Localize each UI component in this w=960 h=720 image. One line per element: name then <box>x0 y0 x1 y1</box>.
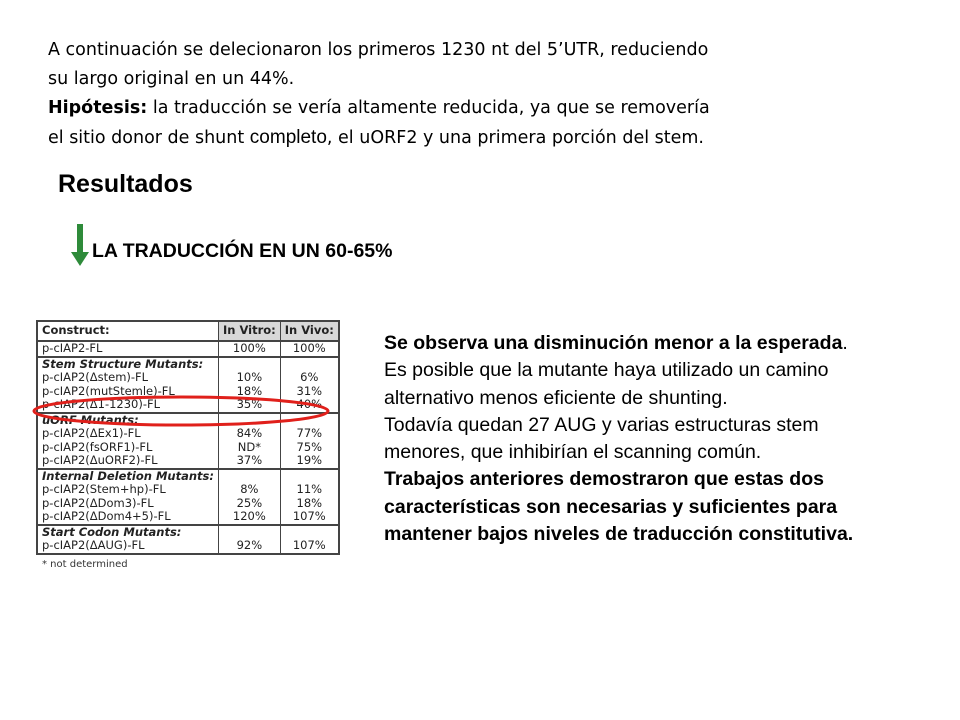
table-group-row <box>37 525 339 540</box>
in-vitro-cell: 100% <box>218 341 280 357</box>
in-vitro-cell <box>218 357 280 372</box>
in-vivo-cell: 100% <box>280 341 339 357</box>
table-group-row <box>37 357 339 372</box>
construct-cell: p-cIAP2(mutStemle)-FL <box>42 383 175 398</box>
table-row <box>37 385 339 399</box>
in-vivo-cell <box>280 413 339 428</box>
intro-line-3 <box>48 94 808 123</box>
construct-cell: p-cIAP2(fsORF1)-FL <box>42 439 153 454</box>
construct-cell: p-cIAP2(Δ1-1230)-FL <box>42 397 161 411</box>
in-vivo-cell <box>280 525 339 540</box>
table-row <box>37 441 339 455</box>
in-vivo-cell <box>280 357 339 372</box>
hypothesis-text: la traducción se vería altamente reducida, ya que se removería <box>147 98 710 118</box>
construct-cell: p-cIAP2(ΔEx1)-FL <box>42 426 141 440</box>
table-row <box>37 497 339 511</box>
group-name: Start Codon Mutants: <box>37 525 218 540</box>
header-construct: Construct: <box>37 321 218 341</box>
in-vitro-cell: 10% <box>218 371 280 385</box>
in-vitro-cell: 8% <box>218 483 280 497</box>
table-row <box>37 371 339 385</box>
explanation-p1-end: . <box>842 332 848 354</box>
in-vivo-cell: 11% <box>280 483 339 497</box>
table-row <box>37 510 339 525</box>
in-vivo-cell: 19% <box>280 454 339 469</box>
in-vivo-cell: 77% <box>280 427 339 441</box>
construct-table-figure <box>36 320 334 570</box>
table-footnote: * not determined <box>42 558 128 570</box>
table-group-row <box>37 413 339 428</box>
header-in-vivo: In Vivo: <box>280 321 339 341</box>
hypothesis-label: Hipótesis: <box>48 98 148 118</box>
table-row <box>37 427 339 441</box>
results-heading: Resultados <box>58 170 193 198</box>
in-vitro-cell <box>218 413 280 428</box>
in-vivo-cell: 75% <box>280 441 339 455</box>
explanation-p4 <box>384 466 884 548</box>
in-vivo-cell: 6% <box>280 371 339 385</box>
table-row <box>37 483 339 497</box>
in-vitro-cell: 84% <box>218 427 280 441</box>
intro-paragraph <box>48 36 808 153</box>
in-vitro-cell: 35% <box>218 398 280 413</box>
in-vitro-cell <box>218 469 280 484</box>
construct-cell: p-cIAP2(ΔDom3)-FL <box>42 495 154 510</box>
explanation-p1-bold: Se observa una disminución menor a la esperada <box>384 332 843 354</box>
table-row <box>37 398 339 413</box>
intro-line-4-start: el sitio donor de shunt <box>48 128 250 148</box>
explanation-p4-bold: Trabajos anteriores demostraron que estas dos características son necesarias y suficientes para mantener bajos niveles de traducción constitutiva. <box>384 468 854 546</box>
intro-line-4-end: , el uORF2 y una primera porción del stem. <box>326 128 704 148</box>
construct-cell: p-cIAP2(Stem+hp)-FL <box>42 482 166 496</box>
explanation-p3: Todavía quedan 27 AUG y varias estructuras stem menores, que inhibirían el scanning común. <box>384 413 819 464</box>
group-name: Internal Deletion Mutants: <box>37 469 218 484</box>
in-vitro-cell: 120% <box>218 510 280 525</box>
table-row <box>37 539 339 554</box>
group-name: Stem Structure Mutants: <box>37 357 218 372</box>
construct-cell: p-cIAP2(ΔuORF2)-FL <box>42 453 158 467</box>
in-vivo-cell: 107% <box>280 510 339 525</box>
header-in-vitro: In Vitro: <box>218 321 280 341</box>
in-vitro-cell: 92% <box>218 539 280 554</box>
group-name: uORF Mutants: <box>37 413 218 428</box>
results-explanation <box>384 330 884 548</box>
intro-line-4-word: completo <box>249 127 327 148</box>
in-vivo-cell <box>280 469 339 484</box>
intro-line-2: su largo original en un 44%. <box>48 69 295 89</box>
in-vivo-cell: 40% <box>280 398 339 413</box>
down-arrow-icon <box>70 224 90 266</box>
intro-line-1: A continuación se delecionaron los primeros 1230 nt del 5’UTR, reduciendo <box>48 40 709 60</box>
in-vitro-cell <box>218 525 280 540</box>
construct-cell: p-cIAP2-FL <box>42 341 103 355</box>
in-vitro-cell: 25% <box>218 497 280 511</box>
in-vivo-cell: 31% <box>280 385 339 399</box>
construct-cell: p-cIAP2(ΔAUG)-FL <box>42 538 145 552</box>
construct-table <box>36 320 340 555</box>
construct-cell: p-cIAP2(ΔDom4+5)-FL <box>42 509 171 523</box>
in-vitro-cell: ND* <box>218 441 280 455</box>
explanation-p2: Es posible que la mutante haya utilizado un camino alternativo menos eficiente de shunting. <box>384 359 829 409</box>
in-vitro-cell: 37% <box>218 454 280 469</box>
translation-decrease-label: LA TRADUCCIÓN EN UN 60-65% <box>92 240 393 262</box>
intro-line-4 <box>48 123 808 153</box>
table-row <box>37 341 339 357</box>
table-group-row <box>37 469 339 484</box>
in-vivo-cell: 107% <box>280 539 339 554</box>
construct-cell: p-cIAP2(Δstem)-FL <box>42 370 149 384</box>
table-row <box>37 454 339 469</box>
in-vivo-cell: 18% <box>280 497 339 511</box>
in-vitro-cell: 18% <box>218 385 280 399</box>
explanation-p1 <box>384 330 884 357</box>
